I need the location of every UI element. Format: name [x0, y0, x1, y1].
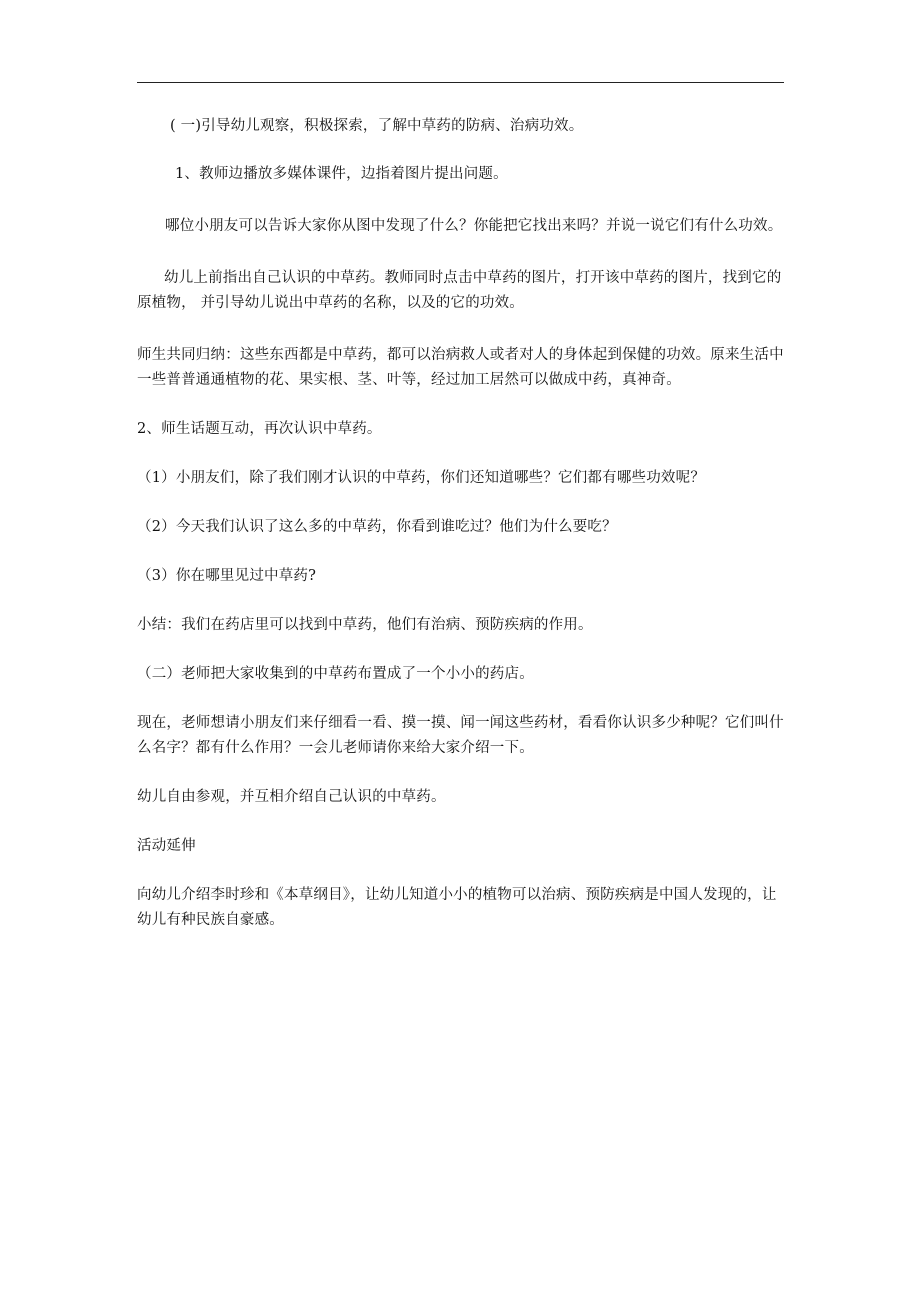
paragraph-question: 哪位小朋友可以告诉大家你从图中发现了什么？你能把它找出来吗？并说一说它们有什么功效。: [165, 218, 783, 234]
paragraph-summary-together: 师生共同归纳：这些东西都是中草药，都可以治病救人或者对人的身体起到保健的功效。原来生活中一些普普通通植物的花、果实根、茎、叶等，经过加工居然可以做成中药，真神奇。: [137, 347, 784, 388]
paragraph-free-visit: 幼儿自由参观，并互相介绍自己认识的中草药。: [137, 789, 446, 805]
paragraph-extension-body: 向幼儿介绍李时珍和《本草纲目》，让幼儿知道小小的植物可以治病、预防疾病是中国人发现的，让幼儿有种民族自豪感。: [137, 887, 777, 928]
paragraph-section-two-heading: （二）老师把大家收集到的中草药布置成了一个小小的药店。: [137, 666, 534, 682]
paragraph-children-point: 幼儿上前指出自己认识的中草药。教师同时点击中草药的图片，打开该中草药的图片，找到它的原植物， 并引导幼儿说出中草药的名称，以及的它的功效。: [137, 270, 782, 311]
paragraph-brief-summary: 小结：我们在药店里可以找到中草药，他们有治病、预防疾病的作用。: [137, 617, 593, 633]
paragraph-extension-heading: 活动延伸: [137, 838, 196, 854]
paragraph-question-2: （2）今天我们认识了这么多的中草药，你看到谁吃过？他们为什么要吃？: [137, 519, 617, 535]
paragraph-step-one: 1、教师边播放多媒体课件，边指着图片提出问题。: [175, 166, 508, 182]
paragraph-step-two: 2、师生话题互动，再次认识中草药。: [137, 421, 382, 437]
paragraph-section-one-heading: ( 一)引导幼儿观察，积极探索，了解中草药的防病、治病功效。: [170, 118, 584, 134]
document-body: [137, 114, 787, 933]
paragraph-question-3: （3）你在哪里见过中草药?: [137, 568, 317, 584]
paragraph-question-1: （1）小朋友们，除了我们刚才认识的中草药，你们还知道哪些？它们都有哪些功效呢？: [137, 470, 706, 486]
header-rule: [137, 82, 784, 83]
paragraph-observe-invite: 现在，老师想请小朋友们来仔细看一看、摸一摸、闻一闻这些药材，看看你认识多少种呢？它们叫什么名字？都有什么作用？一会儿老师请你来给大家介绍一下。: [137, 715, 784, 756]
